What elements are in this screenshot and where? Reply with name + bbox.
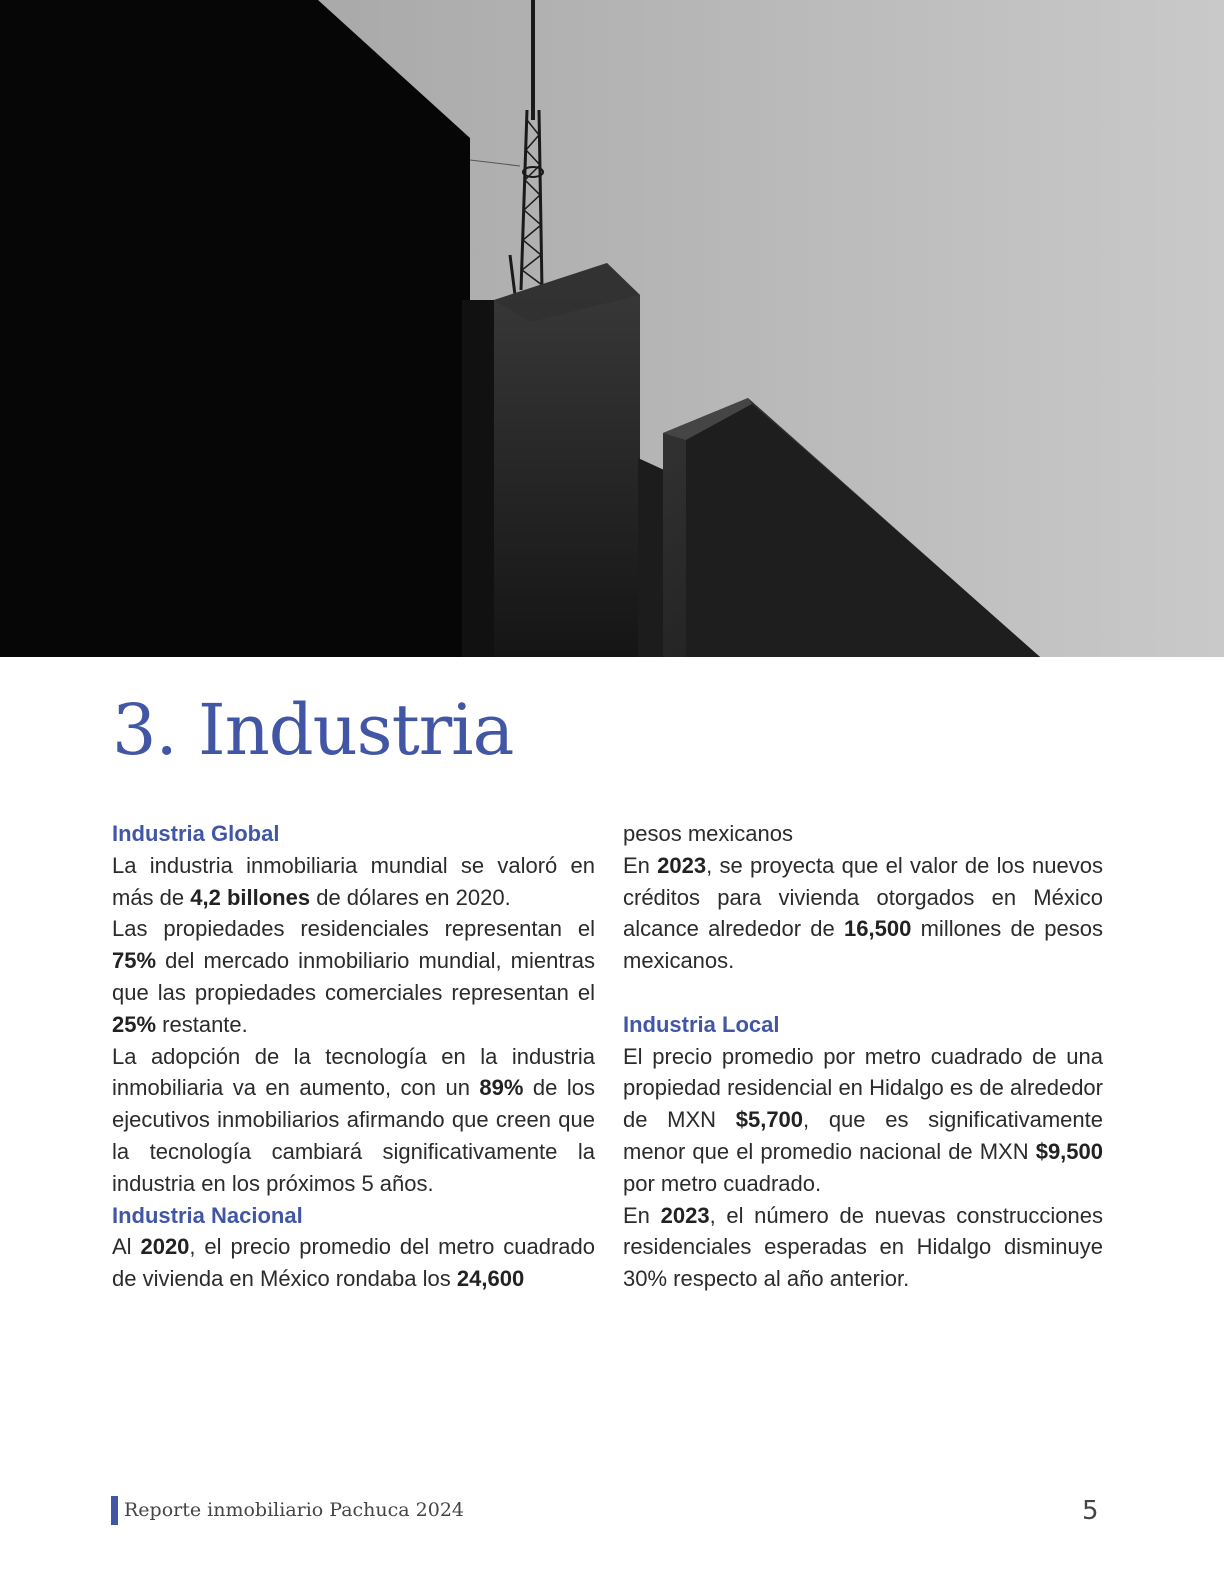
- paragraph-hidalgo-price: El precio promedio por metro cuadrado de una propiedad residencial en Hidalgo es de alrededor de MXN $5,700, que es significativamente menor que el promedio nacional de MXN $9,500 por metro cuadrado.: [623, 1043, 1103, 1196]
- page-title: 3. Industria: [112, 689, 514, 771]
- building-silhouette-photo: [0, 0, 1224, 657]
- paragraph-residential-share: Las propiedades residenciales representan el 75% del mercado inmobiliario mundial, mientras que las propiedades comerciales representan el 25% restante.: [112, 916, 595, 1037]
- footer-accent-bar: [111, 1496, 118, 1525]
- paragraph-national-price: Al 2020, el precio promedio del metro cuadrado de vivienda en México rondaba los 24,600: [112, 1234, 595, 1292]
- paragraph-technology-adoption: La adopción de la tecnología en la industria inmobiliaria va en aumento, con un 89% de los ejecutivos inmobiliarios afirmando que creen que la tecnología cambiará significativamente la industria en los próximos 5 años.: [112, 1043, 595, 1196]
- paragraph-housing-credits: En 2023, se proyecta que el valor de los nuevos créditos para vivienda otorgados en México alcance alrededor de 16,500 millones de pesos mexicanos.: [623, 852, 1103, 974]
- right-column: [623, 818, 1103, 1295]
- page-number: 5: [1082, 1496, 1099, 1526]
- section-heading-local: Industria Local: [623, 1011, 780, 1037]
- paragraph-spacer: [623, 977, 1103, 1009]
- footer-report-title: Reporte inmobiliario Pachuca 2024: [124, 1499, 465, 1521]
- header-photo: [0, 0, 1224, 657]
- left-column: [112, 818, 595, 1295]
- section-heading-global: Industria Global: [112, 821, 280, 846]
- section-heading-nacional: Industria Nacional: [112, 1202, 303, 1228]
- paragraph-hidalgo-construction: En 2023, el número de nuevas construcciones residenciales esperadas en Hidalgo disminuye 30% respecto al año anterior.: [623, 1202, 1103, 1292]
- paragraph-global-value: La industria inmobiliaria mundial se valoró en más de 4,2 billones de dólares en 2020.: [112, 852, 595, 910]
- paragraph-national-price-continued: pesos mexicanos: [623, 821, 793, 846]
